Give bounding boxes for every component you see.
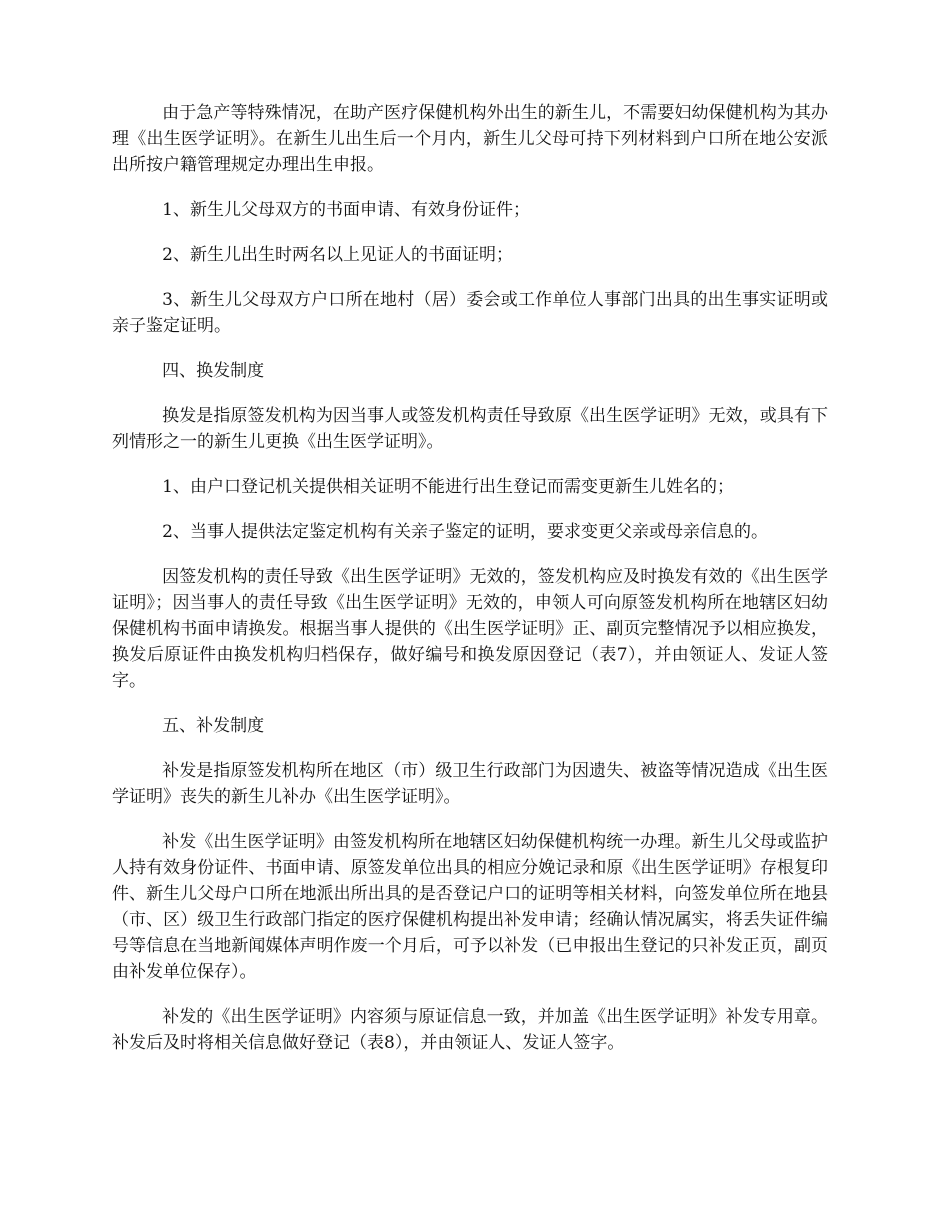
paragraph-replace-definition: 换发是指原签发机构为因当事人或签发机构责任导致原《出生医学证明》无效，或具有下列情形之一的新生儿更换《出生医学证明》。	[112, 406, 828, 452]
list-item-parent-change: 2、当事人提供法定鉴定机构有关亲子鉴定的证明，要求变更父亲或母亲信息的。	[162, 522, 768, 542]
section-heading-reissue-replace: 四、换发制度	[162, 361, 265, 381]
list-item-name-change: 1、由户口登记机关提供相关证明不能进行出生登记而需变更新生儿姓名的；	[162, 477, 734, 497]
section-heading-reissue-lost: 五、补发制度	[162, 716, 265, 736]
paragraph-reissue-procedure: 补发《出生医学证明》由签发机构所在地辖区妇幼保健机构统一办理。新生儿父母或监护人持有效身份证件、书面申请、原签发单位出具的相应分娩记录和原《出生医学证明》存根复印件、新生儿父母户口所在地派出所出具的是否登记户口的证明等相关材料，向签发单位所在地县（市、区）级卫生行政部门指定的医疗保健机构提出补发申请；经确认情况属实，将丢失证件编号等信息在当地新闻媒体声明作废一个月后，可予以补发（已申报出生登记的只补发正页，副页由补发单位保存）。	[112, 832, 828, 982]
paragraph-reissue-definition: 补发是指原签发机构所在地区（市）级卫生行政部门为因遗失、被盗等情况造成《出生医学证明》丧失的新生儿补办《出生医学证明》。	[112, 761, 828, 807]
paragraph-reissue-requirements: 补发的《出生医学证明》内容须与原证信息一致，并加盖《出生医学证明》补发专用章。补发后及时将相关信息做好登记（表8），并由领证人、发证人签字。	[112, 1007, 828, 1053]
list-item-birth-fact-proof: 3、新生儿父母双方户口所在地村（居）委会或工作单位人事部门出具的出生事实证明或亲子鉴定证明。	[112, 290, 828, 336]
list-item-written-application: 1、新生儿父母双方的书面申请、有效身份证件；	[162, 200, 530, 220]
paragraph-unplanned-birth: 由于急产等特殊情况，在助产医疗保健机构外出生的新生儿，不需要妇幼保健机构为其办理《出生医学证明》。在新生儿出生后一个月内，新生儿父母可持下列材料到户口所在地公安派出所按户籍管理规定办理出生申报。	[112, 103, 828, 175]
list-item-witness-proof: 2、新生儿出生时两名以上见证人的书面证明；	[162, 245, 513, 265]
paragraph-replace-procedure: 因签发机构的责任导致《出生医学证明》无效的，签发机构应及时换发有效的《出生医学证明》；因当事人的责任导致《出生医学证明》无效的，申领人可向原签发机构所在地辖区妇幼保健机构书面申请换发。根据当事人提供的《出生医学证明》正、副页完整情况予以相应换发，换发后原证件由换发机构归档保存，做好编号和换发原因登记（表7），并由领证人、发证人签字。	[112, 567, 828, 691]
document-page	[112, 100, 828, 1075]
